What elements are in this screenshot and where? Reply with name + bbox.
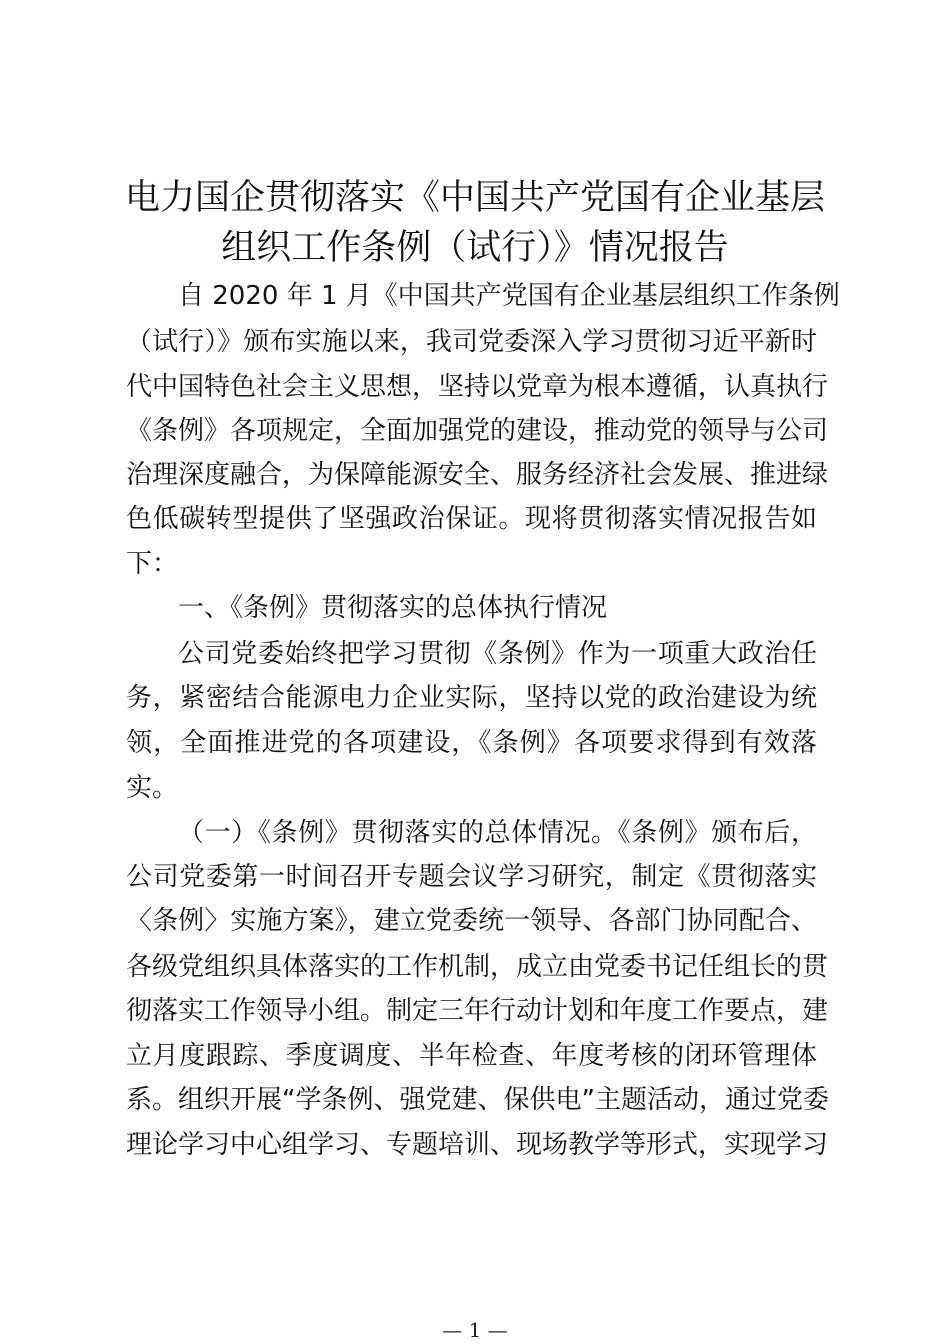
section-heading-1: 一、《条例》贯彻落实的总体执行情况 [178, 593, 608, 623]
document-title-line-1: 电力国企贯彻落实《中国共产党国有企业基层 [124, 178, 825, 218]
page-number: — 1 — [442, 1318, 508, 1342]
body-text-line-11: 领，全面推进党的各项建设，《条例》各项要求得到有效落 [126, 728, 817, 758]
body-text-line-15: 〈条例〉实施方案》，建立党委统一领导、各部门协同配合、 [126, 906, 817, 936]
body-text-line-19: 系。组织开展“学条例、强党建、保供电”主题活动，通过党委 [126, 1085, 829, 1115]
document-title-line-2: 组织工作条例（试行）》情况报告 [221, 228, 729, 268]
body-text-line-13: （一）《条例》贯彻落实的总体情况。《条例》颁布后， [178, 818, 817, 848]
body-text-line-1: 自 2020 年 1 月《中国共产党国有企业基层组织工作条例 [178, 281, 840, 311]
body-text-line-14: 公司党委第一时间召开专题会议学习研究，制定《贯彻落实 [126, 862, 817, 892]
body-text-line-17: 彻落实工作领导小组。制定三年行动计划和年度工作要点，建 [126, 996, 829, 1026]
body-text-line-16: 各级党组织具体落实的工作机制，成立由党委书记任组长的贯 [126, 952, 829, 982]
body-text-line-18: 立月度跟踪、季度调度、半年检查、年度考核的闭环管理体 [126, 1041, 817, 1071]
body-text-line-2: （试行）》颁布实施以来，我司党委深入学习贯彻习近平新时 [126, 327, 817, 357]
body-text-line-5: 治理深度融合，为保障能源安全、服务经济社会发展、推进绿 [126, 460, 829, 490]
body-text-line-4: 《条例》各项规定，全面加强党的建设，推动党的领导与公司 [126, 416, 829, 446]
body-text-line-7: 下： [126, 549, 179, 579]
body-text-line-6: 色低碳转型提供了坚强政治保证。现将贯彻落实情况报告如 [126, 504, 817, 534]
body-text-line-9: 公司党委始终把学习贯彻《条例》作为一项重大政治任 [178, 639, 817, 669]
body-text-line-20: 理论学习中心组学习、专题培训、现场教学等形式，实现学习 [126, 1130, 829, 1160]
body-text-line-10: 务，紧密结合能源电力企业实际，坚持以党的政治建设为统 [126, 683, 817, 713]
body-text-line-12: 实。 [126, 773, 179, 803]
body-text-line-3: 代中国特色社会主义思想，坚持以党章为根本遵循，认真执行 [126, 372, 829, 402]
